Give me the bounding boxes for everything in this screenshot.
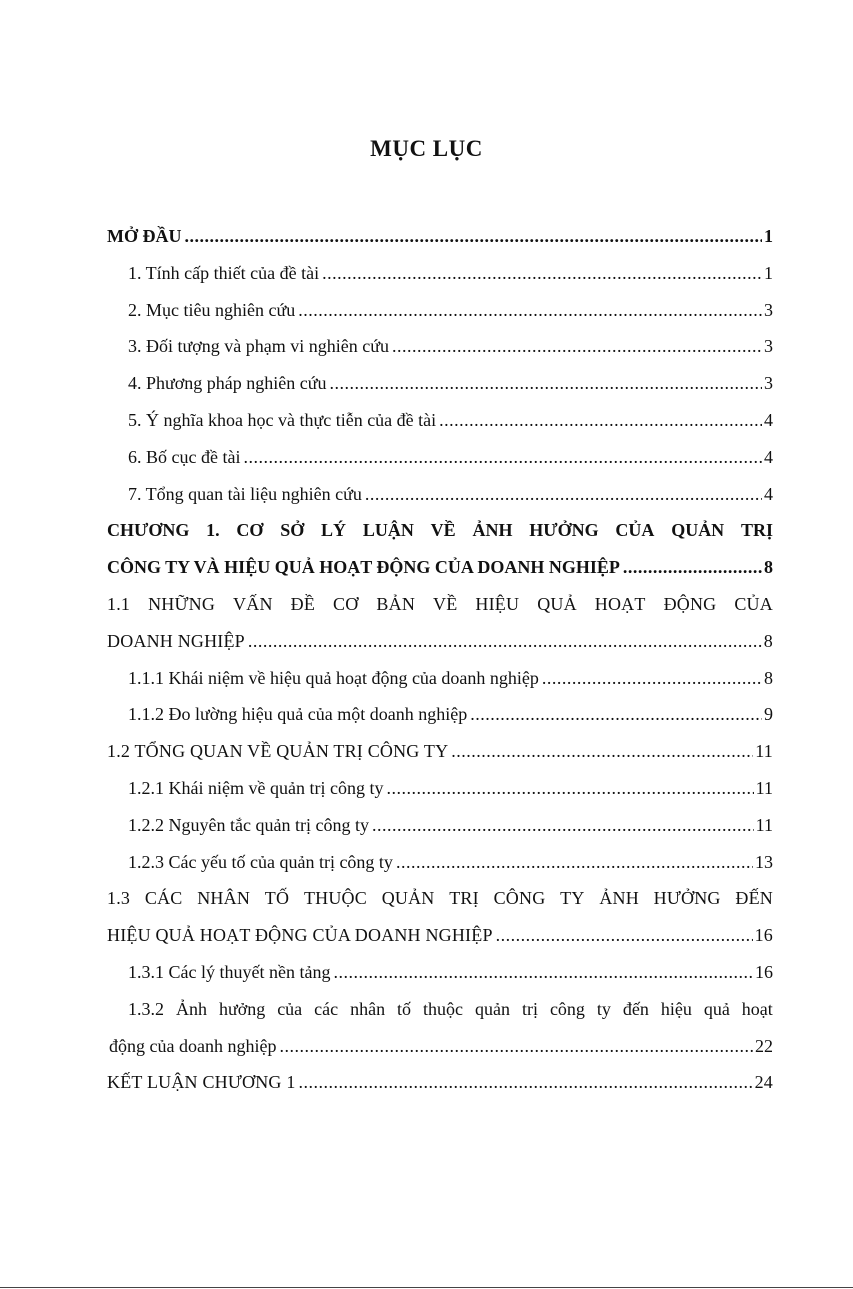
toc-word: 1.3.2 [128,998,164,1019]
dot-leader [333,954,753,991]
toc-word: thuộc [423,998,464,1019]
toc-entry-title: 7. Tổng quan tài liệu nghiên cứu [128,483,362,504]
toc-entry-title: 1.2.2 Nguyên tắc quản trị công ty [128,814,369,835]
toc-entry[interactable] [107,476,773,513]
toc-entry-page: 3 [764,336,773,357]
toc-entry[interactable] [107,365,773,402]
toc-entry-title: 4. Phương pháp nghiên cứu [128,373,327,394]
toc-entry-title: 1.2.1 Khái niệm về quản trị công ty [128,777,384,798]
toc-entry[interactable] [107,255,773,292]
dot-leader [496,917,753,954]
dot-leader [470,696,762,733]
toc-entry-ket-luan[interactable] [107,1064,773,1101]
dot-leader [392,328,762,365]
toc-word: VẤN [233,593,273,614]
dot-leader [365,476,762,513]
toc-word: HƯỞNG [529,520,599,541]
toc-word: QUẢN [671,520,725,541]
toc-entry-page: 8 [763,630,773,651]
toc-entry-1-3-2-line2[interactable] [107,1028,773,1065]
toc-entry-1-1-line1[interactable] [107,586,773,623]
toc-entry-page: 4 [764,483,773,504]
toc-word: NHỮNG [148,593,216,614]
toc-entry[interactable] [107,402,773,439]
toc-word: nhân [350,998,386,1019]
toc-entry-title: 5. Ý nghĩa khoa học và thực tiễn của đề tài [128,409,437,430]
toc-word: TY [560,888,585,909]
toc-word: hưởng [218,998,266,1019]
toc-entry-page: 8 [764,667,773,688]
toc-word: LÝ [321,520,347,541]
dot-leader [386,770,753,807]
toc-entry-page: 24 [754,1072,773,1093]
toc-word: LUẬN [362,520,414,541]
toc-entry-1-1-line2[interactable] [107,623,773,660]
toc-word: 1.3 [107,888,131,909]
toc-word: ty [596,998,611,1019]
toc-word: HIỆU [475,593,520,614]
toc-entry-1-3-line1[interactable] [107,880,773,917]
toc-entry-page: 11 [755,814,773,835]
dot-leader [298,292,762,329]
toc-entry-title: MỞ ĐẦU [107,226,182,246]
toc-word: QUẢN [381,888,435,909]
toc-word: CƠ [236,520,264,541]
toc-word: CHƯƠNG [107,520,190,541]
toc-entry-page: 11 [755,741,773,762]
dot-leader [396,844,753,881]
toc-entry-title: DOANH NGHIỆP [107,630,245,651]
toc-entry-title: HIỆU QUẢ HOẠT ĐỘNG CỦA DOANH NGHIỆP [107,925,493,946]
toc-entry-title: 3. Đối tượng và phạm vi nghiên cứu [128,336,389,357]
toc-word: các [314,998,339,1019]
toc-word: hiệu [660,998,692,1019]
toc-word: công [549,998,585,1019]
toc-word: CÔNG [493,888,546,909]
dot-leader [322,255,762,292]
toc-word: đến [622,998,649,1019]
toc-word: HOẠT [594,593,646,614]
toc-entry-page: 4 [764,446,773,467]
toc-word: HƯỞNG [653,888,721,909]
toc-entry-1-3-line2[interactable] [107,917,773,954]
toc-word: ẢNH [599,888,639,909]
toc-entry-mo-dau[interactable] [107,218,773,255]
dot-leader [542,660,762,697]
toc-word: quản [475,998,510,1019]
toc-entry-page: 1 [764,262,773,283]
toc-entry-page: 9 [764,704,773,725]
toc-entry[interactable] [107,439,773,476]
toc-entry-title: KẾT LUẬN CHƯƠNG 1 [107,1072,296,1093]
toc-word: VỀ [433,593,458,614]
toc-entry[interactable] [107,954,773,991]
toc-word: quả [703,998,730,1019]
toc-entry[interactable] [107,807,773,844]
dot-leader [248,623,762,660]
toc-word: BẢN [376,593,416,614]
toc-entry[interactable] [107,733,773,770]
toc-entry-page: 4 [764,409,773,430]
toc-entry[interactable] [107,770,773,807]
toc-entry[interactable] [107,844,773,881]
toc-word: QUẢ [537,593,577,614]
dot-leader [330,365,762,402]
toc-entry-page: 3 [764,373,773,394]
table-of-contents [107,218,773,1101]
page-edge-divider [0,1287,853,1288]
toc-entry-1-3-2-line1[interactable] [107,991,773,1028]
toc-entry-page: 8 [764,557,773,578]
toc-entry-page: 16 [755,961,773,982]
toc-word: của [277,998,303,1019]
toc-word: CỦA [615,520,655,541]
dot-leader [185,218,763,255]
toc-word: trị [521,998,538,1019]
toc-entry-page: 22 [755,1035,773,1056]
toc-word: ẢNH [472,520,513,541]
toc-word: 1.1 [107,593,131,614]
toc-entry-title: 1.2.3 Các yếu tố của quản trị công ty [128,851,393,872]
toc-word: CỦA [734,593,773,614]
toc-entry-title: động của doanh nghiệp [109,1035,277,1056]
toc-entry-title: 1.2 TỔNG QUAN VỀ QUẢN TRỊ CÔNG TY [107,741,449,762]
toc-word: 1. [206,520,220,541]
toc-word: CÁC [144,888,183,909]
toc-word: THUỘC [303,888,367,909]
toc-entry-page: 13 [755,851,773,872]
dot-leader [372,807,754,844]
toc-word: TRỊ [449,888,479,909]
toc-word: NHÂN [197,888,251,909]
toc-entry-title: 1. Tính cấp thiết của đề tài [128,262,320,283]
dot-leader [451,733,753,770]
page-title: MỤC LỤC [370,136,483,161]
toc-entry-title: 2. Mục tiêu nghiên cứu [128,299,296,320]
toc-word: TỐ [264,888,290,909]
dot-leader [623,549,762,586]
toc-word: hoạt [741,998,773,1019]
toc-entry[interactable] [107,328,773,365]
toc-entry-title: CÔNG TY VÀ HIỆU QUẢ HOẠT ĐỘNG CỦA DOANH NGHIỆP [107,557,620,578]
dot-leader [439,402,762,439]
toc-word: ĐỀ [290,593,316,614]
toc-word: VỀ [430,520,456,541]
toc-entry[interactable] [107,660,773,697]
dot-leader [299,1064,753,1101]
toc-word: CƠ [333,593,359,614]
toc-entry-page: 16 [754,925,773,946]
toc-entry[interactable] [107,696,773,733]
toc-entry-title: 1.3.1 Các lý thuyết nền tảng [128,961,331,982]
toc-entry-page: 3 [764,299,773,320]
toc-entry-page: 1 [764,226,773,246]
toc-word: Ảnh [175,998,207,1019]
toc-entry-chapter-1-line1[interactable] [107,512,773,549]
dot-leader [243,439,762,476]
toc-entry-title: 6. Bố cục đề tài [128,446,241,467]
toc-entry-title: 1.1.2 Đo lường hiệu quả của một doanh nghiệp [128,704,468,725]
dot-leader [279,1028,753,1065]
toc-word: tố [397,998,412,1019]
toc-word: ĐẾN [735,888,773,909]
toc-word: ĐỘNG [663,593,717,614]
toc-word: TRỊ [740,520,773,541]
toc-word: SỞ [280,520,305,541]
toc-entry-title: 1.1.1 Khái niệm về hiệu quả hoạt động của doanh nghiệp [128,667,539,688]
toc-entry-page: 11 [755,777,773,798]
toc-entry[interactable] [107,292,773,329]
toc-entry-chapter-1-line2[interactable] [107,549,773,586]
